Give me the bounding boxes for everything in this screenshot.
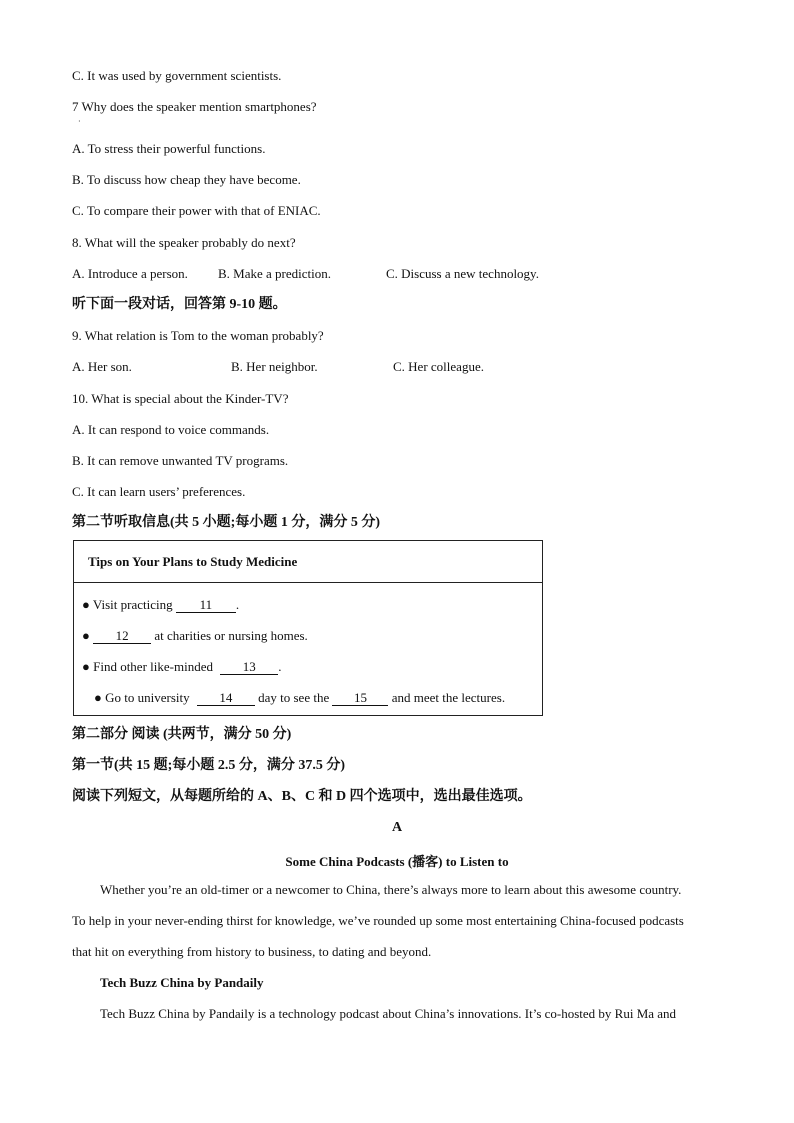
answer-blank-11: 11 <box>176 598 236 613</box>
passage-para-2-line-1: Tech Buzz China by Pandaily is a technology podcast about China’s innovations. It’s co-hosted by Rui Ma and <box>100 1006 677 1021</box>
answer-blank-12: 12 <box>93 629 151 644</box>
q10-option-c: C. It can learn users’ preferences. <box>72 484 246 499</box>
answer-blank-13: 13 <box>220 660 278 675</box>
passage-para-1-line-1: Whether you’re an old-timer or a newcomer to China, there’s always more to learn about this awesome country. <box>100 882 682 897</box>
q9-question: 9. What relation is Tom to the woman probably? <box>72 328 324 343</box>
section-1-heading: 第一节(共 15 题;每小题 2.5 分，满分 37.5 分) <box>72 758 345 773</box>
tip-item-2 <box>82 628 308 644</box>
passage-subheading: Tech Buzz China by Pandaily <box>100 975 264 990</box>
tip-3-suffix: . <box>278 659 282 674</box>
q8-option-b: B. Make a prediction. <box>218 266 331 281</box>
tip-4-suffix: and meet the lectures. <box>388 690 506 705</box>
tip-item-3 <box>82 659 281 675</box>
tip-2-prefix: ● <box>82 628 90 643</box>
q10-question: 10. What is special about the Kinder-TV? <box>72 391 289 406</box>
q8-options <box>72 266 672 282</box>
tip-2-suffix: at charities or nursing homes. <box>151 628 308 643</box>
part-2-heading: 第二部分 阅读 (共两节，满分 50 分) <box>72 727 292 742</box>
q8-question: 8. What will the speaker probably do next? <box>72 235 296 250</box>
passage-para-1-line-2: To help in your never-ending thirst for knowledge, we’ve rounded up some most entertaining China-focused podcasts <box>72 913 684 928</box>
q9-options <box>72 359 672 375</box>
q6-option-c: C. It was used by government scientists. <box>72 68 282 83</box>
q9-option-c: C. Her colleague. <box>393 359 484 374</box>
q8-option-a: A. Introduce a person. <box>72 266 188 281</box>
q10-option-b: B. It can remove unwanted TV programs. <box>72 453 289 468</box>
answer-blank-15: 15 <box>332 691 388 706</box>
tip-4-prefix: ● Go to university <box>94 690 190 705</box>
q10-option-a: A. It can respond to voice commands. <box>72 422 270 437</box>
passage-title: Some China Podcasts (播客) to Listen to <box>285 854 509 869</box>
tips-title: Tips on Your Plans to Study Medicine <box>88 554 298 569</box>
tip-1-prefix: ● Visit practicing <box>82 597 173 612</box>
q7-option-b: B. To discuss how cheap they have become. <box>72 172 301 187</box>
answer-blank-14: 14 <box>197 691 255 706</box>
tip-4-middle: day to see the <box>254 690 330 705</box>
q8-option-c: C. Discuss a new technology. <box>386 266 539 281</box>
q7-option-c: C. To compare their power with that of ENIAC. <box>72 203 321 218</box>
tips-table-header <box>74 541 542 583</box>
tip-3-prefix: ● Find other like-minded <box>82 659 213 674</box>
tip-1-suffix: . <box>235 597 240 612</box>
q9-option-a: A. Her son. <box>72 359 132 374</box>
q9-option-b: B. Her neighbor. <box>231 359 318 374</box>
section-9-10-heading: 听下面一段对话，回答第 9-10 题。 <box>72 297 287 312</box>
q7-option-a: A. To stress their powerful functions. <box>72 141 266 156</box>
tip-item-4 <box>94 690 505 706</box>
section-2-heading: 第二节听取信息(共 5 小题;每小题 1 分，满分 5 分) <box>72 515 380 530</box>
tips-table <box>73 540 543 716</box>
passage-para-1-line-3: that hit on everything from history to business, to dating and beyond. <box>72 944 432 959</box>
q7-question: 7 Why does the speaker mention smartphones? <box>72 99 317 114</box>
tip-item-1 <box>82 597 239 613</box>
stray-mark: · <box>78 117 81 126</box>
passage-letter: A <box>391 820 403 835</box>
reading-instruction: 阅读下列短文，从每题所给的 A、B、C 和 D 四个选项中，选出最佳选项。 <box>72 789 532 804</box>
